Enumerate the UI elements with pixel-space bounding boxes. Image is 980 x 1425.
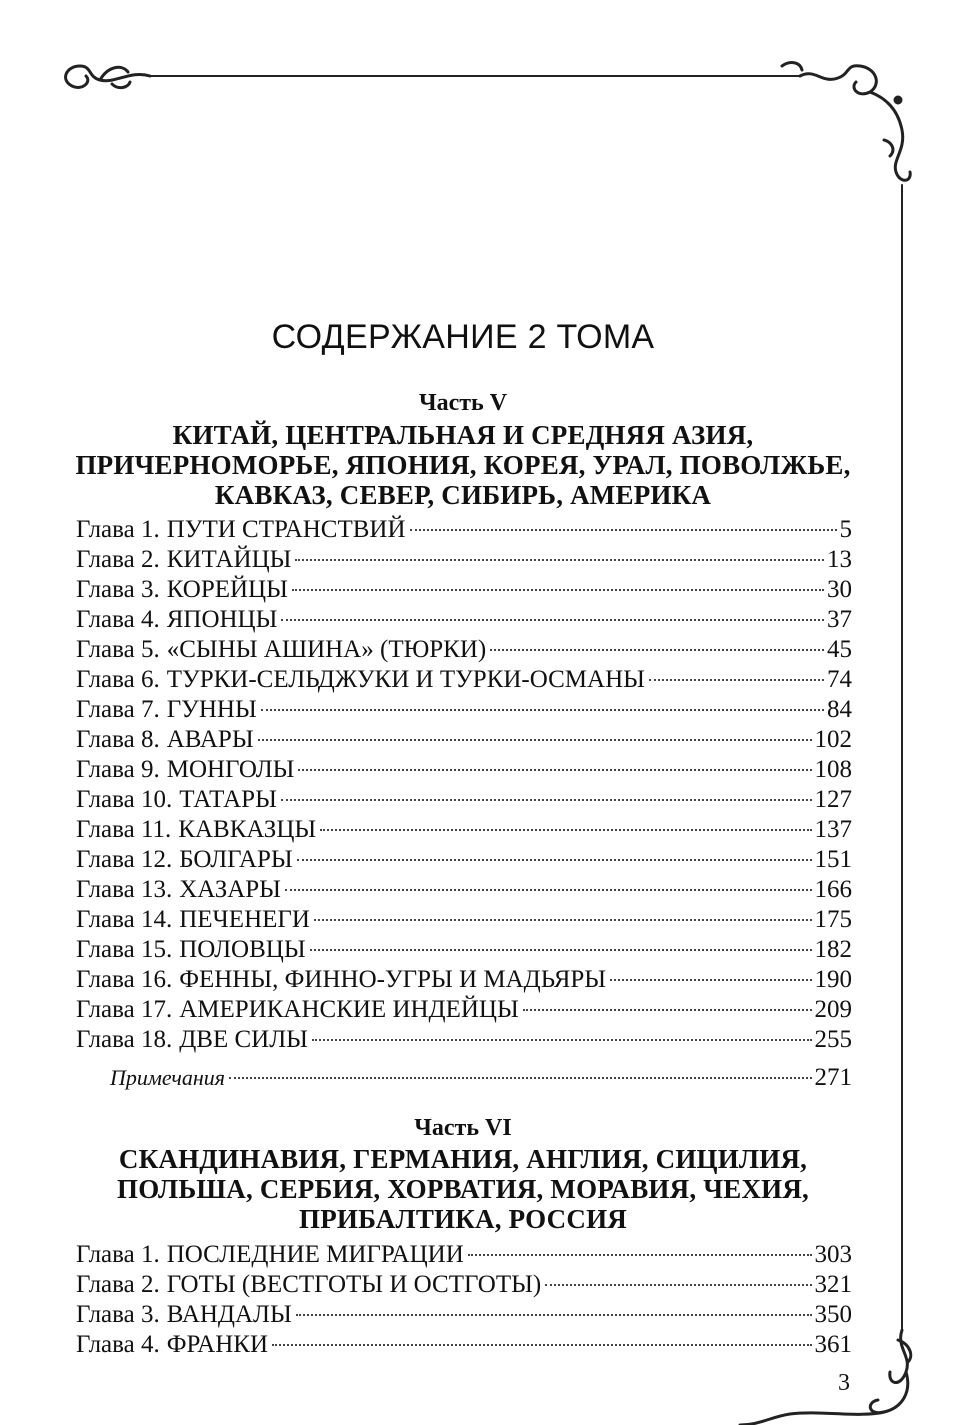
part-v-heading	[40, 420, 886, 510]
chapter-prefix: Глава 5.	[76, 636, 160, 663]
chapter-title: ВАНДАЛЫ	[166, 1301, 292, 1328]
chapter-title: ПОСЛЕДНИЕ МИГРАЦИИ	[166, 1241, 464, 1268]
chapter-title: ГУННЫ	[166, 696, 257, 723]
dot-leader	[523, 1009, 812, 1011]
chapter-page: 303	[814, 1241, 852, 1268]
dot-leader	[261, 709, 824, 711]
chapter-page: 137	[814, 816, 852, 843]
chapter-title: ПУТИ СТРАНСТВИЙ	[166, 516, 406, 543]
toc-row[interactable]	[76, 1330, 852, 1360]
part-v-label: Часть V	[418, 390, 508, 416]
dot-leader	[285, 889, 812, 891]
dot-leader	[320, 829, 811, 831]
chapter-title: АВАРЫ	[166, 726, 254, 753]
part-v-heading-line: КИТАЙ, ЦЕНТРАЛЬНАЯ И СРЕДНЯЯ АЗИЯ,	[172, 420, 754, 450]
chapter-title: БОЛГАРЫ	[179, 846, 293, 873]
chapter-prefix: Глава 11.	[76, 816, 172, 843]
chapter-prefix: Глава 3.	[76, 576, 160, 603]
toc-row[interactable]	[76, 545, 852, 575]
chapter-title: «СЫНЫ АШИНА» (ТЮРКИ)	[166, 636, 487, 663]
chapter-page: 350	[814, 1301, 852, 1328]
toc-row[interactable]	[76, 875, 852, 905]
chapter-title: КИТАЙЦЫ	[166, 546, 292, 573]
toc-row[interactable]	[76, 845, 852, 875]
part-v-heading-line: КАВКАЗ, СЕВЕР, СИБИРЬ, АМЕРИКА	[214, 480, 712, 510]
chapter-page: 151	[814, 846, 852, 873]
toc-row[interactable]	[76, 755, 852, 785]
flourish-top-left-icon	[66, 66, 150, 88]
chapter-prefix: Глава 4.	[76, 1331, 160, 1358]
chapter-prefix: Глава 7.	[76, 696, 160, 723]
chapter-title: КОРЕЙЦЫ	[166, 576, 288, 603]
chapter-title: КАВКАЗЦЫ	[178, 816, 317, 843]
chapter-page: 166	[814, 876, 852, 903]
chapter-page: 321	[814, 1271, 852, 1298]
chapter-page: 108	[814, 756, 852, 783]
chapter-prefix: Глава 16.	[76, 966, 173, 993]
chapter-page: 37	[827, 606, 852, 633]
chapter-title: ХАЗАРЫ	[179, 876, 281, 903]
chapter-page: 361	[814, 1331, 852, 1358]
chapter-prefix: Глава 10.	[76, 786, 173, 813]
dot-leader	[297, 859, 812, 861]
page-number: 3	[838, 1370, 850, 1396]
toc-row[interactable]	[76, 905, 852, 935]
chapter-prefix: Глава 14.	[76, 906, 173, 933]
chapter-prefix: Глава 6.	[76, 666, 160, 693]
toc-row[interactable]	[76, 815, 852, 845]
part-vi-heading-line: ПРИБАЛТИКА, РОССИЯ	[299, 1204, 627, 1234]
chapter-prefix: Глава 4.	[76, 606, 160, 633]
part-vi-heading	[40, 1144, 886, 1234]
chapter-page: 13	[827, 546, 852, 573]
notes-title: Примечания	[110, 1065, 226, 1090]
chapter-prefix: Глава 8.	[76, 726, 160, 753]
chapter-title: ПЕЧЕНЕГИ	[179, 906, 310, 933]
chapter-prefix: Глава 17.	[76, 996, 173, 1023]
chapter-page: 255	[814, 1026, 852, 1053]
toc-row[interactable]	[76, 725, 852, 755]
chapter-page: 84	[827, 696, 852, 723]
chapter-page: 190	[814, 966, 852, 993]
chapter-prefix: Глава 3.	[76, 1301, 160, 1328]
chapter-title: ПОЛОВЦЫ	[179, 936, 306, 963]
chapter-prefix: Глава 1.	[76, 516, 160, 543]
dot-leader	[314, 919, 812, 921]
dot-leader	[312, 1039, 812, 1041]
notes-page: 271	[814, 1064, 852, 1091]
toc-row[interactable]	[76, 995, 852, 1025]
chapter-title: ФРАНКИ	[166, 1331, 269, 1358]
part-v-toc	[76, 515, 852, 1093]
part-vi-heading-line: СКАНДИНАВИЯ, ГЕРМАНИЯ, АНГЛИЯ, СИЦИЛИЯ,	[118, 1144, 808, 1174]
toc-row[interactable]	[76, 965, 852, 995]
dot-leader	[410, 529, 837, 531]
flourish-top-right-icon	[782, 63, 910, 181]
toc-row[interactable]	[76, 1025, 852, 1055]
toc-row[interactable]	[76, 1240, 852, 1270]
toc-row[interactable]	[76, 1300, 852, 1330]
chapter-prefix: Глава 2.	[76, 546, 160, 573]
dot-leader	[649, 679, 824, 681]
dot-leader	[298, 769, 811, 771]
chapter-page: 102	[814, 726, 852, 753]
chapter-page: 45	[827, 636, 852, 663]
chapter-title: ТУРКИ-СЕЛЬДЖУКИ И ТУРКИ-ОСМАНЫ	[166, 666, 645, 693]
page-title: СОДЕРЖАНИЕ 2 ТОМА	[271, 318, 655, 356]
chapter-prefix: Глава 13.	[76, 876, 173, 903]
chapter-page: 127	[814, 786, 852, 813]
toc-row[interactable]	[76, 935, 852, 965]
chapter-title: ДВЕ СИЛЫ	[179, 1026, 308, 1053]
dot-leader	[610, 979, 811, 981]
part-vi-heading-line: ПОЛЬША, СЕРБИЯ, ХОРВАТИЯ, МОРАВИЯ, ЧЕХИЯ,	[117, 1174, 809, 1204]
chapter-page: 30	[827, 576, 852, 603]
chapter-title: ТАТАРЫ	[179, 786, 277, 813]
chapter-page: 209	[814, 996, 852, 1023]
chapter-title: ЯПОНЦЫ	[166, 606, 278, 633]
chapter-prefix: Глава 9.	[76, 756, 160, 783]
toc-row[interactable]	[76, 1270, 852, 1300]
toc-row[interactable]	[76, 695, 852, 725]
chapter-prefix: Глава 2.	[76, 1271, 160, 1298]
part-v-heading-line: ПРИЧЕРНОМОРЬЕ, ЯПОНИЯ, КОРЕЯ, УРАЛ, ПОВОЛЖЬЕ,	[75, 450, 851, 480]
dot-leader	[468, 1254, 812, 1256]
chapter-page: 182	[814, 936, 852, 963]
chapter-prefix: Глава 1.	[76, 1241, 160, 1268]
chapter-title: ГОТЫ (ВЕСТГОТЫ И ОСТГОТЫ)	[166, 1271, 542, 1298]
toc-row[interactable]	[76, 635, 852, 665]
chapter-prefix: Глава 15.	[76, 936, 173, 963]
toc-row[interactable]	[76, 515, 852, 545]
dot-leader	[229, 1077, 811, 1079]
toc-row-notes[interactable]	[76, 1063, 852, 1093]
dot-leader	[272, 1344, 811, 1346]
chapter-prefix: Глава 18.	[76, 1026, 173, 1053]
dot-leader	[310, 949, 812, 951]
dot-leader	[296, 1314, 812, 1316]
dot-leader	[295, 559, 824, 561]
dot-leader	[281, 799, 812, 801]
toc-row[interactable]	[76, 785, 852, 815]
chapter-page: 175	[814, 906, 852, 933]
dot-leader	[281, 619, 824, 621]
dot-leader	[545, 1284, 811, 1286]
chapter-title: АМЕРИКАНСКИЕ ИНДЕЙЦЫ	[179, 996, 519, 1023]
toc-row[interactable]	[76, 575, 852, 605]
toc-row[interactable]	[76, 665, 852, 695]
chapter-page: 74	[827, 666, 852, 693]
dot-leader	[258, 739, 812, 741]
part-vi-label: Часть VI	[414, 1115, 512, 1141]
chapter-page: 5	[839, 516, 852, 543]
part-vi-toc	[76, 1240, 852, 1360]
dot-leader	[292, 589, 824, 591]
dot-leader	[490, 649, 824, 651]
chapter-title: ФЕННЫ, ФИННО-УГРЫ И МАДЬЯРЫ	[179, 966, 607, 993]
chapter-title: МОНГОЛЫ	[166, 756, 295, 783]
chapter-prefix: Глава 12.	[76, 846, 173, 873]
toc-row[interactable]	[76, 605, 852, 635]
